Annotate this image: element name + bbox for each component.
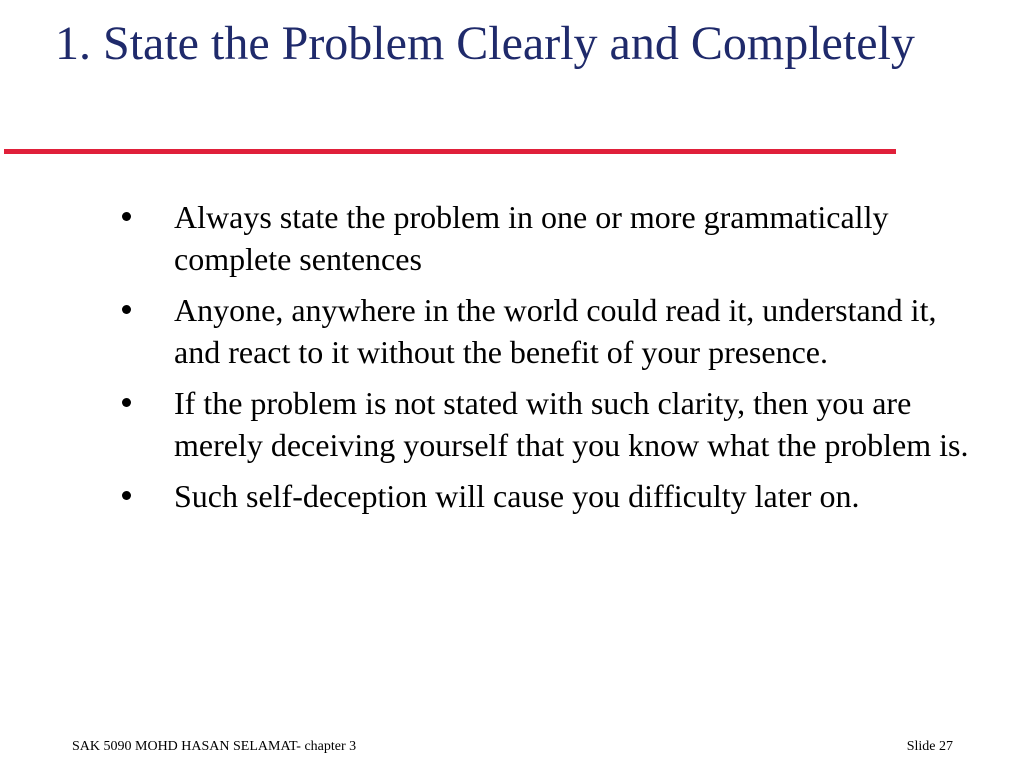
bullet-list: [120, 196, 990, 526]
bullet-item: [120, 289, 990, 373]
bullet-text: If the problem is not stated with such clarity, then you are merely deceiving yourself that you know what the problem is.: [174, 385, 969, 463]
bullet-item: [120, 382, 990, 466]
bullet-text: Anyone, anywhere in the world could read it, understand it, and react to it without the benefit of your presence.: [174, 292, 937, 370]
bullet-text: Such self-deception will cause you difficulty later on.: [174, 478, 860, 514]
slide-title: 1. State the Problem Clearly and Completely: [55, 17, 915, 70]
footer-slide-number: Slide 27: [906, 739, 953, 754]
bullet-text: Always state the problem in one or more grammatically complete sentences: [174, 199, 889, 277]
bullet-dot-icon: [122, 491, 131, 500]
bullet-item: [120, 475, 990, 517]
bullet-dot-icon: [122, 398, 131, 407]
bullet-item: [120, 196, 990, 280]
title-underline-divider: [4, 149, 896, 154]
bullet-dot-icon: [122, 212, 131, 221]
bullet-dot-icon: [122, 305, 131, 314]
footer-course-label: SAK 5090 MOHD HASAN SELAMAT- chapter 3: [72, 739, 357, 754]
